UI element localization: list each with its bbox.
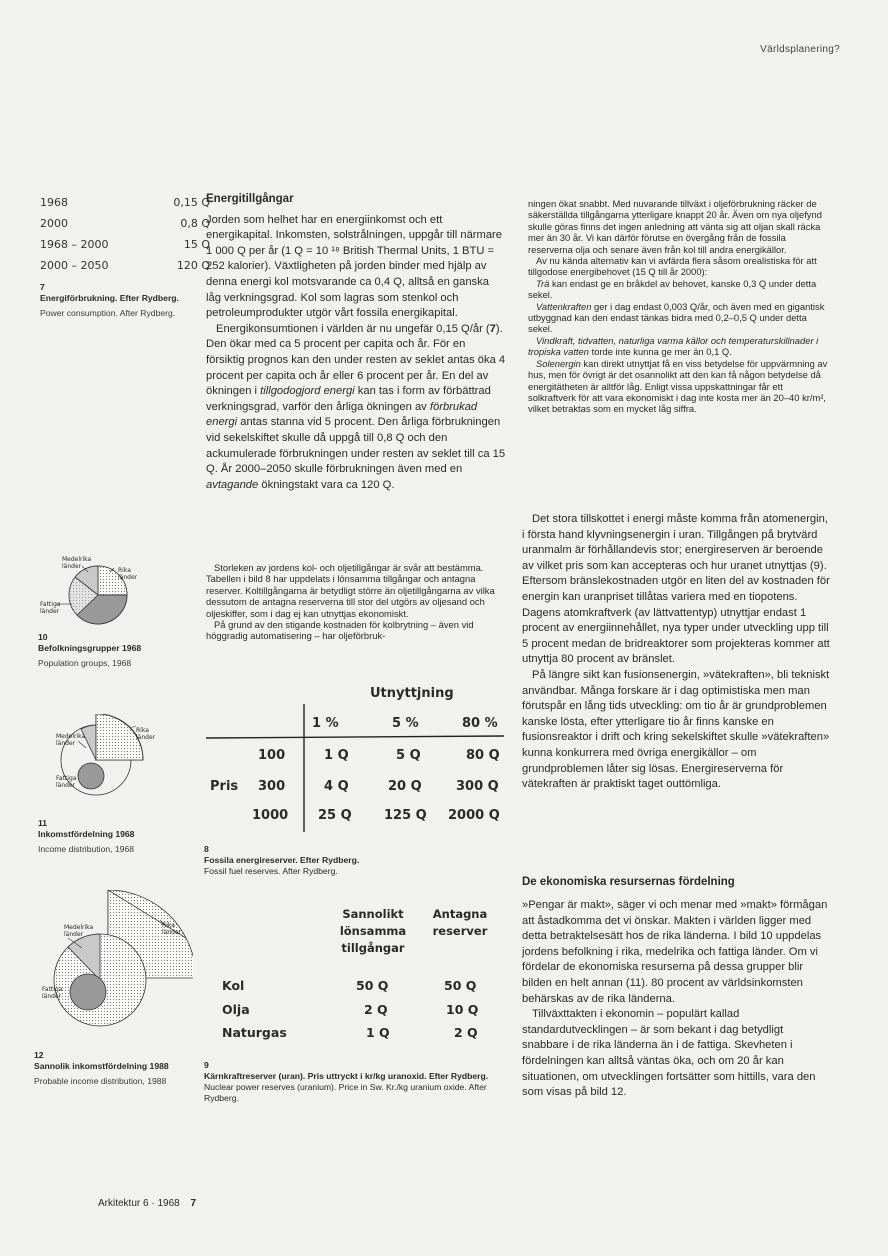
- fig7-row-value: 0,8 Q: [180, 217, 210, 230]
- right-small-5: Vindkraft, tidvatten, naturliga varma källor och temperaturskillnader i tropiska vatten torde inte kunna ge mer än 0,1 Q.: [528, 334, 819, 358]
- fig7-caption: [40, 282, 200, 319]
- fig7-row-label: 1968: [40, 196, 68, 209]
- fig11-label-middle: Medelrika länder: [56, 733, 86, 747]
- fig11-label-rich: Rika länder: [136, 727, 156, 741]
- right-small-2: Av nu kända alternativ kan vi avfärda flera såsom orealistiska för att tillgodose energibehovet (15 Q till år 2000):: [528, 255, 817, 278]
- fig12-label-rich: Rika länder: [162, 922, 182, 936]
- middle-small-text: [206, 562, 500, 642]
- right-small-4: Vattenkraften ger i dag endast 0,003 Q/år, och även med en gigantisk utbyggnad kan den endast tänkas bidra med 0,2–0,5 Q under detta sekel.: [528, 300, 825, 335]
- small-para-2: På grund av den stigande kostnaden för kolbrytning – även vid höggradig automatisering – har oljeförbruk-: [206, 619, 474, 642]
- fig10-caption: [38, 632, 198, 669]
- fig9-title-sv: Kärnkraftreserver (uran). Pris uttryckt i kr/kg uranoxid. Efter Rydberg.: [204, 1071, 489, 1081]
- fig12-title-sv: Sannolik inkomstfördelning 1988: [34, 1061, 169, 1071]
- fig9-col-2: 5 %: [392, 716, 419, 731]
- fig8-number: 8: [204, 844, 209, 854]
- right-small-1: ningen ökat snabbt. Med nuvarande tillväxt i oljeförbrukning räcker de säkerställda tillgångarna ytterligare knappt 20 år. Även om nya oljefynd skulle göras finns det ingen anledning att vänta sig att oljan skall räcka mer än 30 år. Vi kan därför förutse en övergång från de fossila reserverna olja och senare även från kol till andra energikällor.: [528, 198, 822, 255]
- fig12-pie-diagram: [28, 890, 193, 1030]
- right-para-b: På längre sikt kan fusionsenergin, »vätekraften», bli tekniskt användbar. Många forskare är i dag optimistiska men man förutspår en lång tids utveckling: om tio år är grundproblemen kanske lösta, efter ytterligare tio år finns kanske en fusionsreaktor i drift och kring sekelskiftet skulle »vätekraften» kunna konkurrera med övriga energikällor – om grundproblemen låter sig lösas. Energireserverna för vätekraften är praktiskt taget outtömliga.: [522, 668, 830, 791]
- fig11-caption: [38, 818, 198, 855]
- fig8-col-1-head: Sannolikt lönsamma tillgångar: [339, 907, 407, 955]
- fig8-col-2-head: Antagna reserver: [432, 907, 488, 938]
- running-title: Världsplanering?: [760, 44, 840, 55]
- right-small-3: Trä kan endast ge en bråkdel av behovet, kanske 0,3 Q under detta sekel.: [528, 277, 817, 301]
- footer: [98, 1198, 196, 1209]
- fig7-row-label: 1968 – 2000: [40, 238, 109, 251]
- fig9-col-3: 80 %: [462, 716, 498, 731]
- fig10-label-middle: Medelrika länder: [62, 556, 92, 570]
- fig10-label-poor: Fattiga länder: [40, 601, 61, 615]
- right-small-6: Solenergin kan direkt utnyttjat få en viss betydelse för uppvärmning av hus, men för övrigt är det osannolikt att den kan få någon betydelse då energitätheten är alltför låg. Enligt vissa uppskattningar får ett solkraftverk för att vara ekonomiskt i dag inte kosta mer än 20–40 kr/m², vilket betraktas som en mycket låg siffra.: [528, 357, 828, 415]
- fig12-label-middle: Medelrika länder: [64, 924, 94, 938]
- fig7-row: [40, 259, 210, 280]
- right-body-2: [522, 898, 832, 1101]
- fig12-number: 12: [34, 1050, 44, 1060]
- fig11-title-en: Income distribution, 1968: [38, 844, 135, 854]
- fig12-caption: [34, 1050, 194, 1087]
- fig9-title: Utnyttjning: [370, 686, 454, 701]
- fig10-title-sv: Befolkningsgrupper 1968: [38, 643, 142, 653]
- energy-para-2: Energikonsumtionen i världen är nu ungefär 0,15 Q/år (7). Den ökar med ca 5 procent per capita och år. För en försiktig prognos kan den under resten av seklet antas öka 4 procent per capita och år eller 6 procent per år. En del av ökningen i tillgodogjord energi kan tas i form av förbättrad verkningsgrad, varför den årliga ökningen av förbrukad energi antas stanna vid 5 procent. Den årliga förbrukningen vid sekelskiftet skulle då uppgå till 0,8 Q och den ackumulerade förbrukningen under resten av seklet till ca 15 Q. År 2000–2050 skulle förbrukningen även med en avtagande ökningstakt vara ca 120 Q.: [206, 322, 506, 491]
- fig9-row-label: Pris: [210, 779, 239, 794]
- right-body: [522, 512, 832, 793]
- fig12-label-poor: Fattiga länder: [42, 986, 63, 1000]
- fig7-table: [40, 196, 210, 280]
- fig7-title-en: Power consumption. After Rydberg.: [40, 308, 176, 318]
- middle-body: [206, 192, 506, 493]
- fig11-number: 11: [38, 818, 48, 828]
- energy-heading: Energitillgångar: [206, 193, 294, 205]
- fig8-title-en: Fossil fuel reserves. After Rydberg.: [204, 866, 338, 876]
- fig9-caption: [204, 1060, 514, 1104]
- fig7-row: [40, 238, 210, 259]
- fig7-row: [40, 196, 210, 217]
- energy-para-1: Jorden som helhet har en energiinkomst och ett energikapital. Inkomsten, solstrålningen, uppgår till närmare 1 000 Q per år (1 Q = 10 ¹⁸ British Thermal Units, 1 BTU = 252 kalorier). Växtligheten på jorden binder med hjälp av denna energi kol motsvarande ca 0,4 Q, alltså en ganska låg verkningsgrad. Kol som lagras som stenkol och petroleumprodukter utgör vårt fossila energikapital.: [206, 213, 503, 320]
- fig9-title-en: Nuclear power reserves (uranium). Price in Sw. Kr./kg uranium oxide. After Rydberg.: [204, 1082, 487, 1103]
- fig7-row-label: 2000 – 2050: [40, 259, 109, 272]
- fig7-number: 7: [40, 282, 45, 292]
- page-number: 7: [190, 1198, 197, 1209]
- right-small-text: [528, 198, 832, 415]
- fig12-title-en: Probable income distribution, 1988: [34, 1076, 167, 1086]
- fig9-col-1: 1 %: [312, 716, 339, 731]
- right-para-c: »Pengar är makt», säger vi och menar med »makt» förmågan att åstadkomma det vi önskar. Makten i världen ligger med detta betraktelsesätt hos de rika länderna. I bild 10 uppdelas jordens befolkning i rika, medelrika och fattiga länder. Om vi fördelar de ekonomiska resurserna på dessa grupper blir bilden en helt annan (11). 80 procent av världsinkomsten behärskas av de rika länderna.: [522, 899, 828, 1005]
- fig7-row: [40, 217, 210, 238]
- small-para-1: Storleken av jordens kol- och oljetillgångar är svår att bestämma. Tabellen i bild 8 har uppdelats i lönsamma tillgångar och antagna reserver. Koltillgångarna är betydligt större än oljetillgångarna av vilka dessutom de antagna reserverna till stor del utgörs av oljesand och oljeskiffer, som i dag ej kan utnyttjas ekonomiskt.: [206, 562, 495, 619]
- fig7-row-value: 120 Q: [176, 259, 210, 272]
- fig9-number: 9: [204, 1060, 209, 1070]
- fig7-row-label: 2000: [40, 217, 68, 230]
- fig11-title-sv: Inkomstfördelning 1968: [38, 829, 135, 839]
- fig10-number: 10: [38, 632, 48, 642]
- right-para-d: Tillväxttakten i ekonomin – populärt kallad standardutvecklingen – är som bekant i dag betydligt snabbare i de rika länderna än i de fattiga. Skevheten i fördelningen kan alltså väntas öka, och om 20 år kan situationen, om utvecklingen fortsätter som hittills, vara den som visas på bild 12.: [522, 1008, 816, 1099]
- fig7-title-sv: Energiförbrukning. Efter Rydberg.: [40, 293, 179, 303]
- fig8-title-sv: Fossila energireserver. Efter Rydberg.: [204, 855, 360, 865]
- fig8-caption: [204, 844, 504, 877]
- fig11-label-poor: Fattiga länder: [56, 775, 77, 789]
- fig7-row-value: 0,15 Q: [173, 196, 210, 209]
- fig10-title-en: Population groups, 1968: [38, 658, 132, 668]
- economics-heading: De ekonomiska resursernas fördelning: [522, 876, 735, 888]
- footer-journal: Arkitektur 6 · 1968: [98, 1198, 180, 1209]
- fig10-label-rich: Rika länder: [118, 567, 138, 581]
- fig7-row-value: 15 Q: [183, 238, 210, 251]
- right-para-a: Det stora tillskottet i energi måste komma från atomenergin, i första hand klyvningsenergin i uran. Tillgången på brytvärd uranmalm är förhållandevis stor; energireserven är beroende av vilket pris som kan accepteras och hur uranet utnyttjas (9). Eftersom bränslekostnaden utgör en liten del av kostnaden för energin kan uranpriset tillåtas variera med en tiopotens. Dagens atomkraftverk (av lättvattentyp) utnyttjar endast 1 procent av energiinnehållet, nya typer under utveckling upp till 5 procent medan de bridreaktorer som projekteras kommer att utnyttja 80 procent av bränslet.: [522, 513, 830, 666]
